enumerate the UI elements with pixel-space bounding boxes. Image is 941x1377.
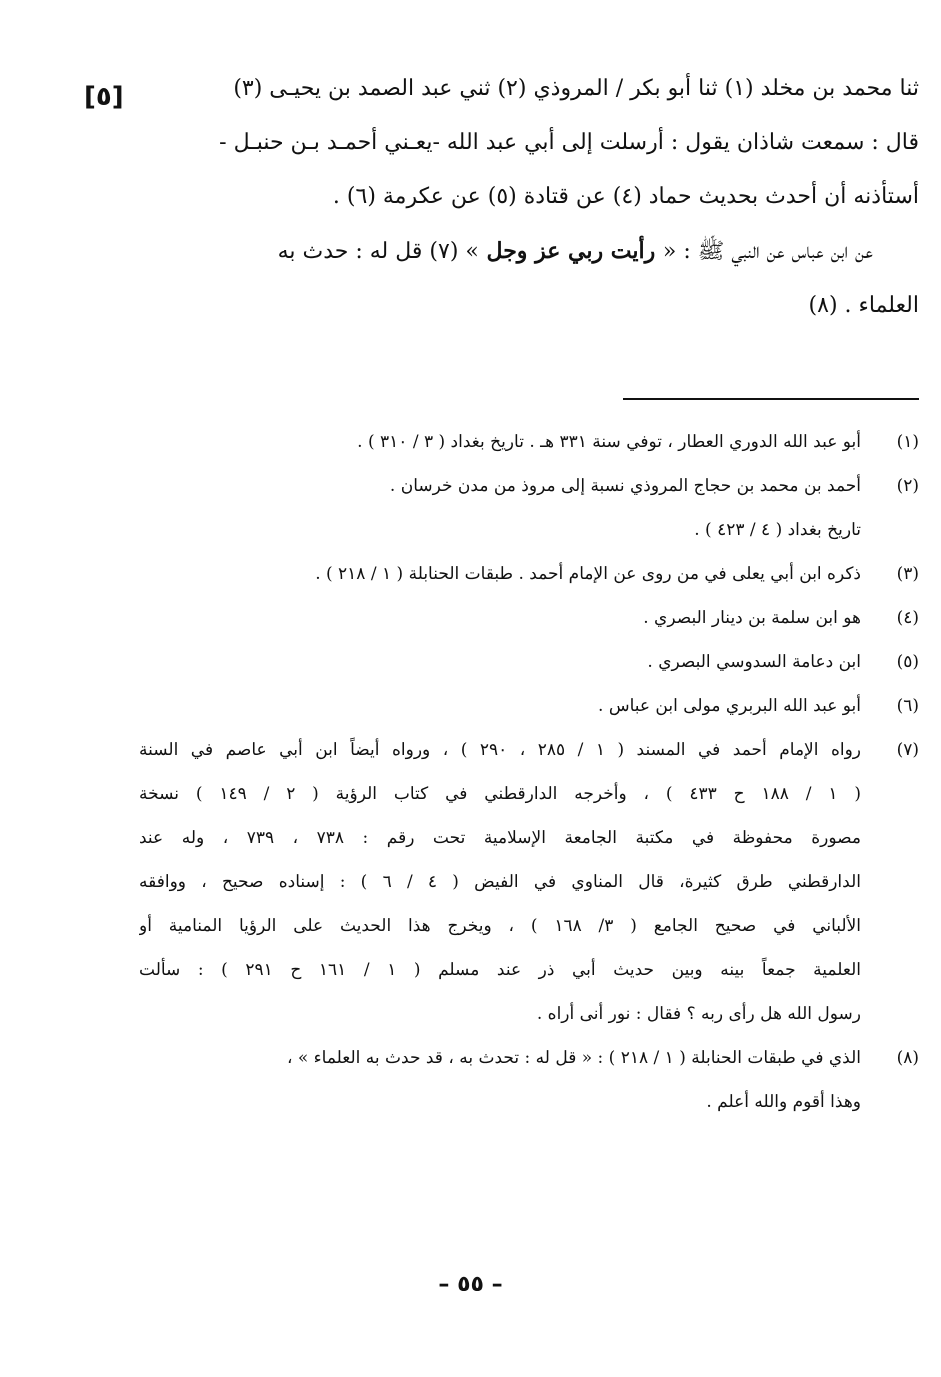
footnote-line: العلمية جمعاً بينه وبين حديث أبي ذر عند مسلم ( ١ / ١٦١ ح ٢٩١ ) : سألت xyxy=(139,960,861,980)
footnote xyxy=(139,640,919,684)
hadith-comment-text: » (٧) قل له : حدث به xyxy=(277,239,479,264)
footnote-line: أبو عبد الله البربري مولى ابن عباس . xyxy=(598,696,861,716)
footnote-line: وهذا أقوم والله أعلم . xyxy=(706,1092,861,1112)
footnote xyxy=(139,464,919,552)
hadith-number: [٥] xyxy=(84,82,124,112)
footnote xyxy=(139,1036,919,1124)
footnote-line: الألباني في صحيح الجامع ( ٣/ ١٦٨ ) ، ويخرج هذا الحديث على الرؤيا المنامية أو xyxy=(139,916,861,936)
footnote-body xyxy=(139,640,861,684)
footnote-line: رواه الإمام أحمد في المسند ( ١ / ٢٨٥ ، ٢٩٠ ) ، ورواه أيضاً ابن أبي عاصم في السنة xyxy=(139,740,861,760)
footnote-body xyxy=(139,728,861,1036)
hadith-line: أستأذنه أن أحدث بحديث حماد (٤) عن قتادة (٥) عن عكرمة (٦) . xyxy=(332,184,919,209)
footnote-line: ( ١ / ١٨٨ ح ٤٣٣ ) ، وأخرجه الدارقطني في كتاب الرؤية ( ٢ / ١٤٩ ) نسخة xyxy=(139,784,861,804)
hadith-text xyxy=(144,62,919,333)
footnote-body xyxy=(139,464,861,552)
footnote-number: (٨) xyxy=(896,1048,919,1068)
footnote-line: تاريخ بغداد ( ٤ / ٤٢٣ ) . xyxy=(694,520,861,540)
hadith-line xyxy=(144,224,919,279)
footnote-line: هو ابن سلمة بن دينار البصري . xyxy=(643,608,861,628)
page-number: – ٥٥ – xyxy=(438,1272,503,1297)
footnote xyxy=(139,552,919,596)
hadith-line: ثنا محمد بن مخلد (١) ثنا أبو بكر / المروذي (٢) ثني عبد الصمد بن يحيـى (٣) xyxy=(233,76,919,101)
footnote xyxy=(139,596,919,640)
footnote-number: (٢) xyxy=(896,476,919,496)
footnote-number: (٣) xyxy=(896,564,919,584)
footnote-number: (٤) xyxy=(896,608,919,628)
footnote-separator xyxy=(623,398,919,400)
footnote-body xyxy=(139,420,861,464)
footnote-body xyxy=(139,552,861,596)
footnote xyxy=(139,728,919,1036)
hadith-chain-text: عن ابن عباس عن النبي ﷺ : « xyxy=(662,239,873,264)
hadith-line: قال : سمعت شاذان يقول : أرسلت إلى أبي عبد الله -يعـني أحمـد بـن حنبـل - xyxy=(219,130,919,155)
footnote-line: الدارقطني طرق كثيرة، قال المناوي في الفيض ( ٤ / ٦ ) : إسناده صحيح ، ووافقه xyxy=(139,872,861,892)
footnote-line: رسول الله هل رأى ربه ؟ فقال : نور أنى أراه . xyxy=(536,1004,861,1024)
footnote-line: الذي في طبقات الحنابلة ( ١ / ٢١٨ ) : « قل له : تحدث به ، قد حدث به العلماء » ، xyxy=(286,1048,861,1068)
footnote-line: ابن دعامة السدوسي البصري . xyxy=(647,652,861,672)
footnote-line: ذكره ابن أبي يعلى في من روى عن الإمام أحمد . طبقات الحنابلة ( ١ / ٢١٨ ) . xyxy=(315,564,861,584)
footnote xyxy=(139,684,919,728)
footnotes xyxy=(139,420,919,1124)
footnote-number: (٦) xyxy=(896,696,919,716)
footnote-body xyxy=(139,684,861,728)
footnote-line: أبو عبد الله الدوري العطار ، توفي سنة ٣٣١ هـ . تاريخ بغداد ( ٣ / ٣١٠ ) . xyxy=(357,432,861,452)
footnote-body xyxy=(139,1036,861,1124)
footnote-line: أحمد بن محمد بن حجاج المروذي نسبة إلى مروذ من مدن خرسان . xyxy=(389,476,861,496)
footnote-body xyxy=(139,596,861,640)
footnote-number: (٥) xyxy=(896,652,919,672)
footnote-number: (١) xyxy=(896,432,919,452)
footnote-line: مصورة محفوظة في مكتبة الجامعة الإسلامية تحت رقم : ٧٣٨ ، ٧٣٩ ، وله عند xyxy=(139,828,861,848)
footnote xyxy=(139,420,919,464)
footnote-number: (٧) xyxy=(896,740,919,760)
hadith-line: العلماء . (٨) xyxy=(808,293,919,318)
hadith-matn-bold: رأيت ربي عز وجل xyxy=(478,238,663,264)
